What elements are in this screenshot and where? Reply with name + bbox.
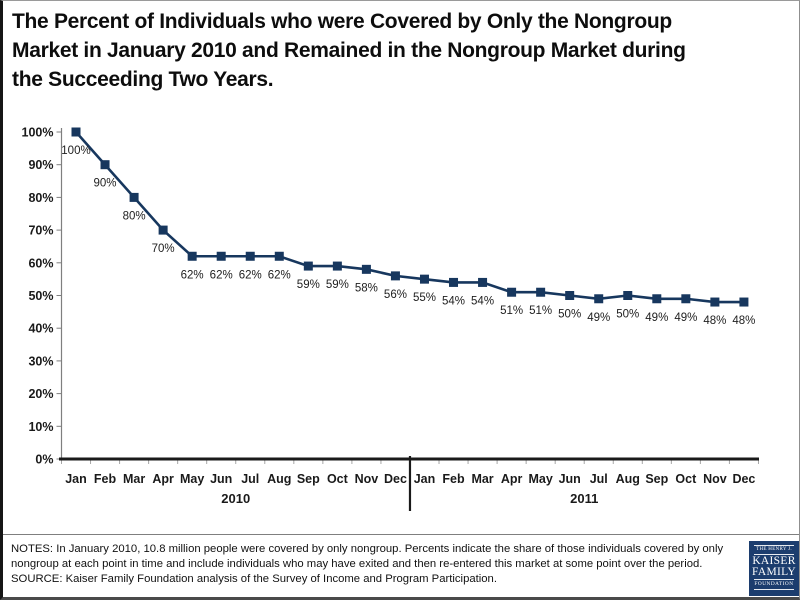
y-tick-label: 20%: [28, 387, 54, 402]
x-tick-label: Aug: [267, 472, 292, 486]
data-label: 48%: [703, 315, 727, 328]
footer-divider: [3, 534, 800, 535]
data-label: 62%: [209, 269, 233, 282]
data-point: [681, 294, 690, 303]
kff-logo: [749, 541, 799, 596]
data-point: [623, 291, 632, 300]
data-point: [304, 262, 313, 271]
data-point: [188, 252, 197, 261]
x-tick-label: Jan: [413, 472, 436, 486]
x-tick-label: Jul: [589, 472, 608, 486]
x-tick-label: Jul: [241, 472, 260, 486]
data-label: 50%: [558, 308, 582, 321]
y-tick-label: 80%: [28, 190, 54, 205]
logo-tagline: THE HENRY J.: [756, 547, 792, 552]
data-label: 54%: [471, 295, 495, 308]
data-point: [536, 288, 545, 297]
data-line: [76, 132, 744, 305]
data-point: [217, 252, 226, 261]
data-label: 54%: [442, 295, 466, 308]
data-point: [362, 265, 371, 274]
x-tick-label: Sep: [645, 472, 669, 486]
x-tick-label: Feb: [442, 472, 465, 486]
x-tick-label: May: [179, 472, 205, 486]
logo-rule: [754, 579, 794, 580]
x-tick-label: Apr: [152, 472, 174, 486]
data-label: 55%: [412, 292, 436, 305]
x-tick-label: Jan: [65, 472, 87, 486]
x-tick-label: Apr: [500, 472, 523, 486]
data-point: [275, 252, 284, 261]
y-tick-label: 100%: [21, 125, 54, 140]
x-tick-label: May: [528, 472, 553, 486]
data-label: 59%: [296, 279, 320, 292]
data-label: 51%: [500, 305, 524, 318]
data-label: 48%: [732, 315, 756, 328]
x-tick-label: Jun: [558, 472, 581, 486]
data-label: 62%: [238, 269, 262, 282]
x-tick-label: Jun: [210, 472, 233, 486]
year-label: 2011: [570, 491, 599, 506]
data-point: [478, 278, 487, 287]
y-tick-label: 30%: [28, 354, 54, 369]
y-tick-label: 40%: [28, 321, 54, 336]
data-point: [652, 294, 661, 303]
data-label: 62%: [180, 269, 204, 282]
y-tick-label: 90%: [28, 158, 54, 173]
data-label: 49%: [645, 311, 669, 324]
logo-name-kaiser: KAISER: [752, 555, 796, 567]
data-point: [565, 291, 574, 300]
data-point: [739, 298, 748, 307]
data-label: 100%: [61, 145, 91, 157]
x-tick-label: Dec: [732, 472, 756, 486]
x-tick-label: Dec: [383, 472, 407, 486]
logo-rule: [754, 545, 794, 546]
x-tick-label: Aug: [615, 472, 640, 486]
data-label: 50%: [616, 308, 640, 321]
page-title-line: The Percent of Individuals who were Covered by Only the Nongroup: [12, 10, 672, 33]
data-point: [507, 288, 516, 297]
data-point: [72, 128, 81, 137]
data-label: 49%: [674, 311, 698, 324]
logo-foundation: FOUNDATION: [754, 581, 794, 587]
data-label: 56%: [383, 288, 407, 301]
logo-name-family: FAMILY: [752, 566, 796, 578]
x-tick-label: Feb: [93, 472, 117, 486]
data-point: [391, 271, 400, 280]
x-tick-label: Sep: [296, 472, 320, 486]
data-point: [130, 193, 139, 202]
data-point: [333, 262, 342, 271]
page-title-line: Market in January 2010 and Remained in the Nongroup Market during: [12, 39, 686, 62]
x-tick-label: Mar: [471, 472, 494, 486]
x-tick-label: Mar: [122, 472, 146, 486]
data-label: 51%: [529, 305, 553, 318]
source-text: SOURCE: Kaiser Family Foundation analysis of the Survey of Income and Program Participation.: [11, 573, 497, 585]
x-tick-label: Oct: [675, 472, 697, 486]
logo-rule: [754, 589, 794, 590]
y-tick-label: 60%: [28, 256, 54, 271]
page-title-line: the Succeeding Two Years.: [12, 68, 274, 91]
x-tick-label: Nov: [703, 472, 727, 486]
footer-notes: [11, 542, 739, 587]
data-label: 70%: [151, 243, 175, 256]
data-label: 62%: [267, 269, 291, 282]
data-point: [710, 298, 719, 307]
data-label: 90%: [93, 177, 117, 190]
notes-text: NOTES: In January 2010, 10.8 million people were covered by only nongroup. Percents indicate the share of those individuals covered by only nongroup at each point in time and include individuals who may have exited and then re-entered this market at some point over the period.: [11, 543, 724, 570]
data-point: [159, 226, 168, 235]
data-point: [101, 160, 110, 169]
data-point: [420, 275, 429, 284]
year-label: 2010: [221, 491, 251, 506]
y-tick-label: 70%: [28, 223, 54, 238]
data-point: [246, 252, 255, 261]
y-tick-label: 50%: [28, 289, 54, 303]
data-label: 59%: [325, 279, 349, 292]
chart-canvas: [3, 1, 800, 600]
y-tick-label: 0%: [35, 452, 54, 467]
x-tick-label: Oct: [326, 472, 348, 486]
data-label: 80%: [122, 210, 146, 223]
y-tick-label: 10%: [28, 419, 54, 434]
data-point: [594, 294, 603, 303]
data-label: 49%: [587, 311, 611, 324]
data-label: 58%: [354, 282, 378, 295]
data-point: [449, 278, 458, 287]
x-tick-label: Nov: [354, 472, 379, 486]
